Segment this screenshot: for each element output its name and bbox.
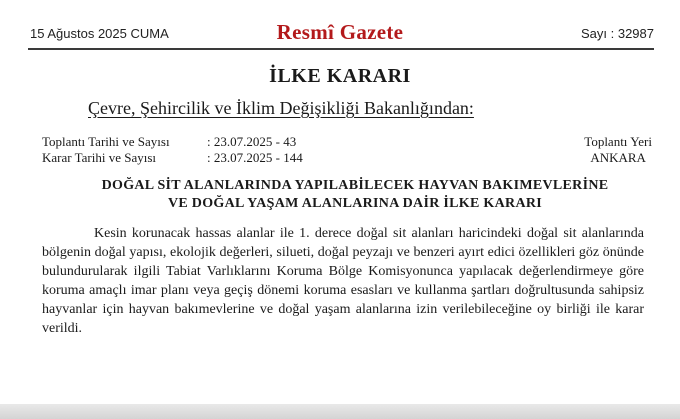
meeting-place [584, 134, 652, 166]
decision-type-heading: İLKE KARARI [269, 65, 411, 87]
meeting-row [42, 134, 303, 150]
issue-number: Sayı : 32987 [581, 26, 654, 41]
place-label: Toplantı Yeri [584, 134, 652, 149]
decision-value: : 23.07.2025 - 144 [207, 150, 303, 165]
decision-label: Karar Tarihi ve Sayısı [42, 150, 157, 165]
meeting-value: : 23.07.2025 - 43 [207, 134, 297, 149]
page-bottom-edge [0, 404, 680, 419]
ministry-name: Çevre, Şehircilik ve İklim Değişikliği Bakanlığından: [88, 98, 474, 118]
decision-row [42, 150, 303, 166]
subject-line-2: VE DOĞAL YAŞAM ALANLARINA DAİR İLKE KARARI [167, 196, 543, 211]
meeting-meta [42, 134, 303, 166]
subject-line-1: DOĞAL SİT ALANLARINDA YAPILABİLECEK HAYVAN BAKIMEVLERİNE [101, 178, 609, 193]
header-divider [28, 48, 654, 50]
place-value: ANKARA [590, 150, 646, 165]
issue-date: 15 Ağustos 2025 CUMA [30, 26, 169, 41]
decision-subject [90, 177, 620, 213]
gazette-title: Resmî Gazete [276, 20, 404, 44]
decision-body: Kesin korunacak hassas alanlar ile 1. derece doğal sit alanları haricindeki doğal sit alanlarında bölgenin doğal yapısı, ekolojik değerleri, silueti, doğal peyzajı ve benzeri ayırt edici özellikleri göz önünde bulundurularak ilgili Tabiat Varlıklarını Koruma Bölge Komisyonunca yapılacak değerlendirmeye göre koruma amaçlı imar planı veya geçiş dönemi koruma esasları ve kullanma şartları doğrultusunda sahipsiz hayvanlar için hayvan bakımevlerine ve doğal yaşam alanlarına izin verilebileceğine oy birliği ile karar verildi. [42, 226, 644, 336]
meeting-label: Toplantı Tarihi ve Sayısı [42, 134, 170, 149]
